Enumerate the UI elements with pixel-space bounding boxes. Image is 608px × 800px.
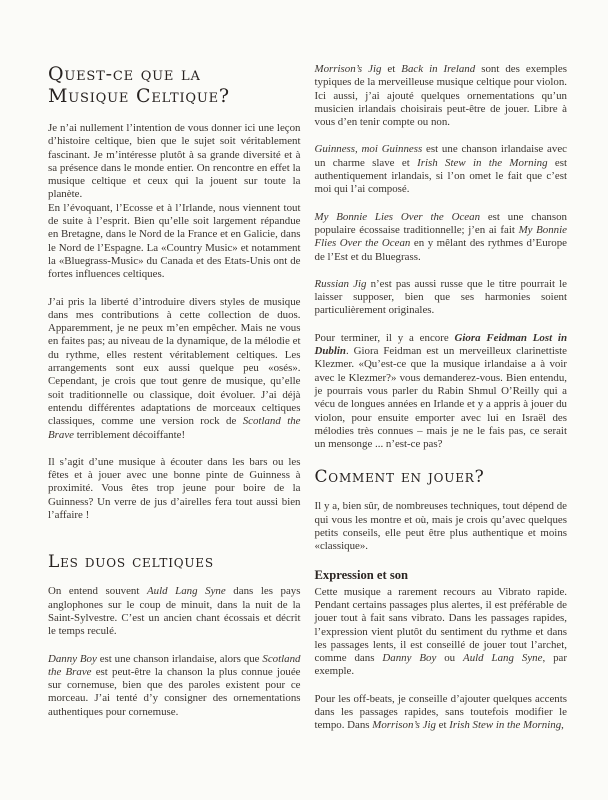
paragraph: [315, 63, 568, 129]
text-segment: Auld Lang Syne: [463, 652, 543, 665]
text-segment: est peut-être la chanson la plus connue jouée sur cornemuse, bien que des paroles existent pour ce morceau. J’ai tenté d’y consigner des ornementations authentiques pour cornemuse.: [48, 665, 301, 718]
text-segment: Il s’agit d’une musique à écouter dans les bars ou les fêtes et à jouer avec une bonne pinte de Guinness à proximité. Vous êtes trop jeune pour boire de la Guinness? Un verre de jus d’airelles fera tout aussi bien l’affaire !: [48, 455, 301, 522]
subheading-expression-and-sound: Expression et son: [314, 567, 409, 582]
text-segment: My Bonnie Lies Over the Ocean: [314, 210, 481, 223]
right-column: [315, 63, 568, 800]
text-segment: Je n’ai nullement l’intention de vous donner ici une leçon d’histoire celtique, bien que le sujet soit véritablement fascinant. Je m’intéresse plutôt à sa grande diversité et à sa présence dans le monde entier. On rencontre en effet la musique celtique et ceux qui la jouent sur toute la planète.: [48, 122, 301, 201]
paragraph: [315, 143, 568, 196]
text-segment: Russian Jig: [314, 277, 367, 290]
text-segment: Irish Stew in the Morning: [449, 719, 562, 732]
paragraph: [48, 296, 301, 442]
left-column: [48, 63, 301, 800]
text-segment: Scotland the Brave: [48, 415, 301, 441]
text-segment: Morrison’s Jig: [314, 63, 382, 75]
text-segment: sont des exemples typiques de la merveilleuse musique celtique pour violon. Ici aussi, j’ai ajouté quelques ornementations qu’un musicien irlandais choisirais peut-être de jouer. Libre à vous d’en tenir compte ou non.: [314, 63, 568, 129]
paragraph: [315, 586, 568, 679]
text-segment: En l’évoquant, l’Ecosse et à l’Irlande, nous viennent tout de suite à l’esprit. Bien qu’elle soit largement répandue en Bretagne, dans le Nord de la France et en Galicie, dans le Nord de l’Espagne. La «Country Music» et notamment la «Bluegrass-Music» du Canada et des Etats-Unis ont de fortes influences celtiques.: [48, 201, 301, 281]
text-segment: Cette musique a rarement recours au Vibrato rapide. Pendant certains passages plus alertes, il est préférable de jouer tout à fait sans vibrato. Dans les passages rapides, l’expression vient plutôt du sentiment du rythme et dans les passages lents, il est conseillé de jouer tout l’archet, comme dans: [314, 585, 567, 665]
paragraph: [315, 500, 568, 553]
section-heading-what-is-celtic-music: [48, 63, 301, 107]
text-segment: Danny Boy: [48, 652, 97, 665]
paragraph: [315, 693, 568, 733]
section-heading-celtic-duos: Les duos celtiques: [48, 552, 214, 573]
paragraph: [48, 653, 301, 719]
paragraph: [315, 211, 568, 264]
text-segment: est une chanson irlandaise, alors que: [96, 652, 263, 665]
text-segment: Scotland the Brave: [48, 652, 301, 678]
text-segment: , par exemple.: [314, 652, 567, 678]
text-segment: Morrison’s Jig: [372, 719, 436, 732]
paragraph: [48, 202, 301, 282]
text-segment: Il y a, bien sûr, de nombreuses techniques, tout dépend de qui vous les montre et où, mais je crois qu’avec quelques petits conseils, elle peut être plus authentique et moins «classique».: [314, 500, 567, 553]
text-segment: est une chanson irlandaise avec un charme slave et: [314, 143, 568, 169]
paragraph: [48, 456, 301, 522]
heading-line-2: Musique Celtique?: [48, 85, 230, 107]
text-segment: ,: [561, 719, 564, 732]
text-segment: et: [381, 63, 402, 75]
text-segment: . Giora Feidman est un merveilleux clarinettiste Klezmer. «Qu’est-ce que la musique irlandaise a à voir avec le Klezmer?» vous demanderez-vous. Bien entendu, je pourrais vous parler du Rabin Shmul O’Reilly qui a vécu de longues années en Irlande et y a appris à jouer du violon, pour ensuite emporter avec lui en Israël des mélodies très connues – mais je ne le fais pas, ce serait un mensonge ... n’est-ce pas?: [314, 345, 567, 451]
text-segment: en y mêlant des rythmes d’Europe de l’Est et du Bluegrass.: [314, 237, 567, 263]
text-segment: est une chanson populaire écossaise traditionnelle; j’en ai fait: [314, 210, 567, 236]
heading-line-1: Quest-ce que la: [48, 63, 201, 85]
text-segment: est authentiquement irlandais, si l’on omet le fait que c’est moi qui l’ai composé.: [314, 156, 567, 196]
text-segment: Irish Stew in the Morning: [417, 156, 548, 169]
text-segment: Back in Ireland: [401, 63, 476, 75]
text-segment: Pour les off-beats, je conseille d’ajouter quelques accents dans les passages rapides, sans toutefois modifier le tempo. Dans: [314, 692, 567, 732]
paragraph: [315, 278, 568, 318]
text-segment: Giora Feidman Lost in Dublin: [314, 331, 567, 358]
text-segment: Danny Boy: [382, 652, 437, 665]
paragraph: [48, 585, 301, 638]
paragraph: [315, 332, 568, 452]
text-segment: ou: [436, 652, 464, 665]
text-segment: dans les pays anglophones sur le coup de minuit, dans la nuit de la Saint-Sylvestre. C’est un ancien chant écossais et décrit le temps reculé.: [48, 585, 301, 638]
text-segment: Guinness, moi Guinness: [314, 143, 423, 156]
text-segment: Pour terminer, il y a encore: [314, 331, 455, 344]
text-segment: terriblement décoiffante!: [74, 428, 186, 441]
text-segment: n’est pas aussi russe que le titre pourrait le laisser supposer, bien que ses harmonies soient particulièrement originales.: [314, 277, 567, 317]
text-segment: et: [435, 719, 450, 732]
text-segment: Auld Lang Syne: [147, 585, 226, 598]
text-segment: On entend souvent: [48, 585, 147, 598]
text-segment: My Bonnie Flies Over the Ocean: [314, 223, 567, 250]
text-segment: J’ai pris la liberté d’introduire divers styles de musique dans mes contributions à cette collection de duos. Apparemment, je ne peux m’en empêcher. Mais ne vous en faites pas; au niveau de la dynamique, de la mélodie et du rythme, elles restent véritablement celtiques. Les arrangements sont eux aussi quelque peu «osés». Cependant, je crois que tout genre de musique, qu’elle soit traditionnelle ou classique, doit évoluer. J’ai déjà entendu différentes adaptations de morceaux celtiques classiques, comme une version rock de: [48, 295, 301, 428]
paragraph: [48, 122, 301, 202]
section-heading-how-to-play: Comment en jouer?: [314, 467, 485, 488]
